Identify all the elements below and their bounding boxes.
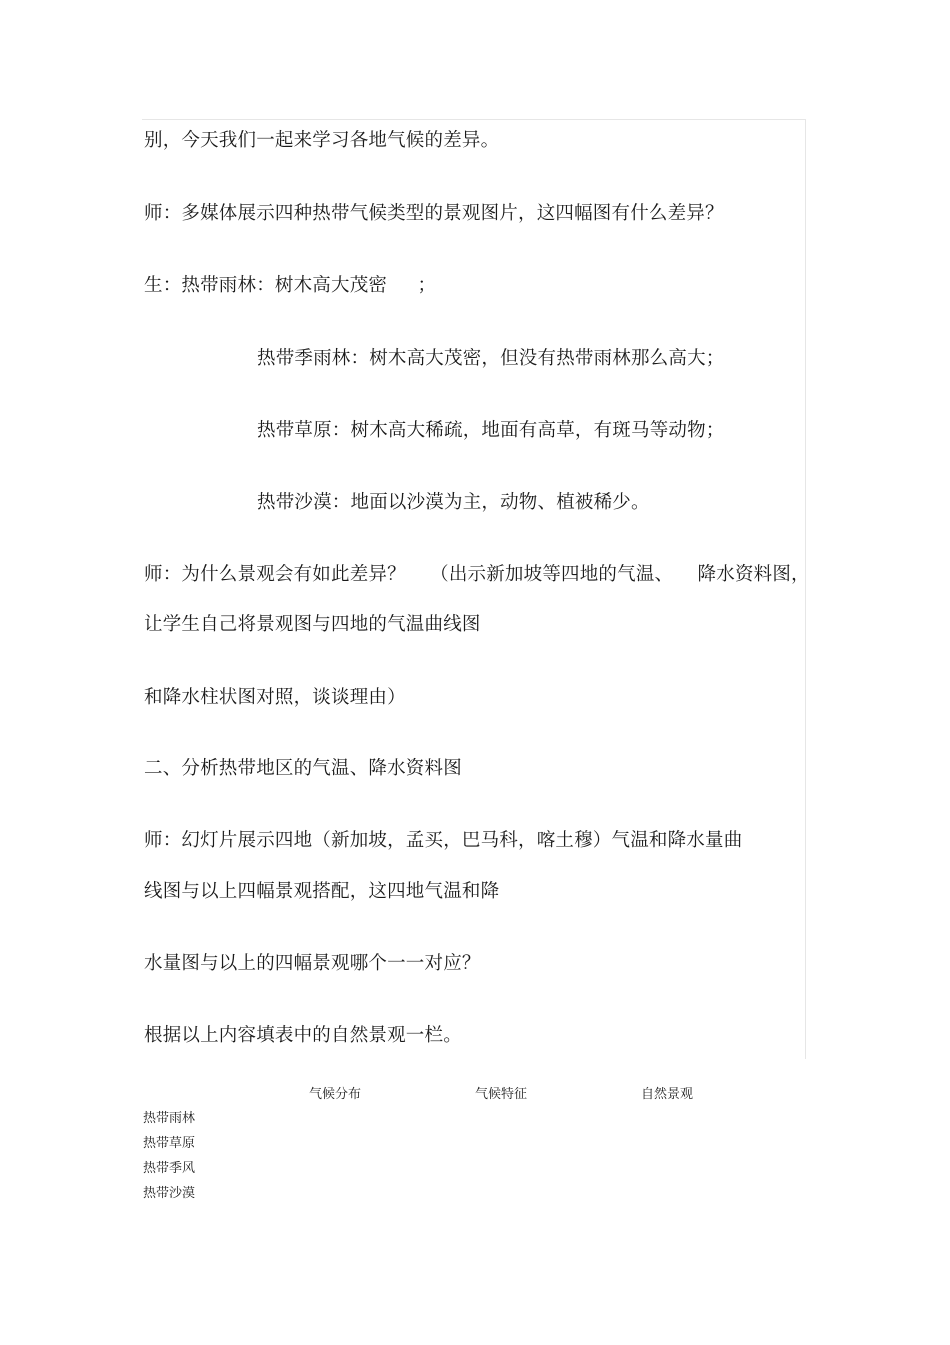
paragraph-12: 线图与以上四幅景观搭配，这四地气温和降 (144, 881, 500, 902)
section-heading: 二、分析热带地区的气温、降水资料图 (144, 758, 462, 779)
table-row-label: 热带沙漠 (143, 1186, 196, 1201)
table-row-label: 热带雨林 (143, 1111, 196, 1126)
page-frame (142, 119, 806, 1059)
table-row-label: 热带季风 (143, 1161, 196, 1176)
table-row-label: 热带草原 (143, 1136, 196, 1151)
table-header-features: 气候特征 (475, 1087, 528, 1102)
paragraph-11: 师：幻灯片展示四地（新加坡，孟买，巴马科，喀土穆）气温和降水量曲 (144, 830, 743, 851)
paragraph-2: 师：多媒体展示四种热带气候类型的景观图片，这四幅图有什么差异？ (144, 203, 724, 224)
paragraph-3: 生：热带雨林：树木高大茂密 ； (144, 275, 437, 296)
table-header-landscape: 自然景观 (641, 1087, 694, 1102)
paragraph-9: 和降水柱状图对照，谈谈理由） (144, 687, 406, 708)
paragraph-8: 让学生自己将景观图与四地的气温曲线图 (144, 614, 481, 635)
paragraph-7: 师：为什么景观会有如此差异？ （出示新加坡等四地的气温、 降水资料图， (144, 564, 810, 585)
paragraph-13: 水量图与以上的四幅景观哪个一一对应？ (144, 953, 481, 974)
paragraph-5: 热带草原：树木高大稀疏，地面有高草，有斑马等动物； (257, 420, 725, 441)
paragraph-6: 热带沙漠：地面以沙漠为主，动物、植被稀少。 (257, 492, 650, 513)
paragraph-14: 根据以上内容填表中的自然景观一栏。 (144, 1025, 462, 1046)
table-header-distribution: 气候分布 (309, 1087, 362, 1102)
paragraph-1: 别，今天我们一起来学习各地气候的差异。 (144, 130, 500, 151)
paragraph-4: 热带季雨林：树木高大茂密，但没有热带雨林那么高大； (257, 348, 725, 369)
